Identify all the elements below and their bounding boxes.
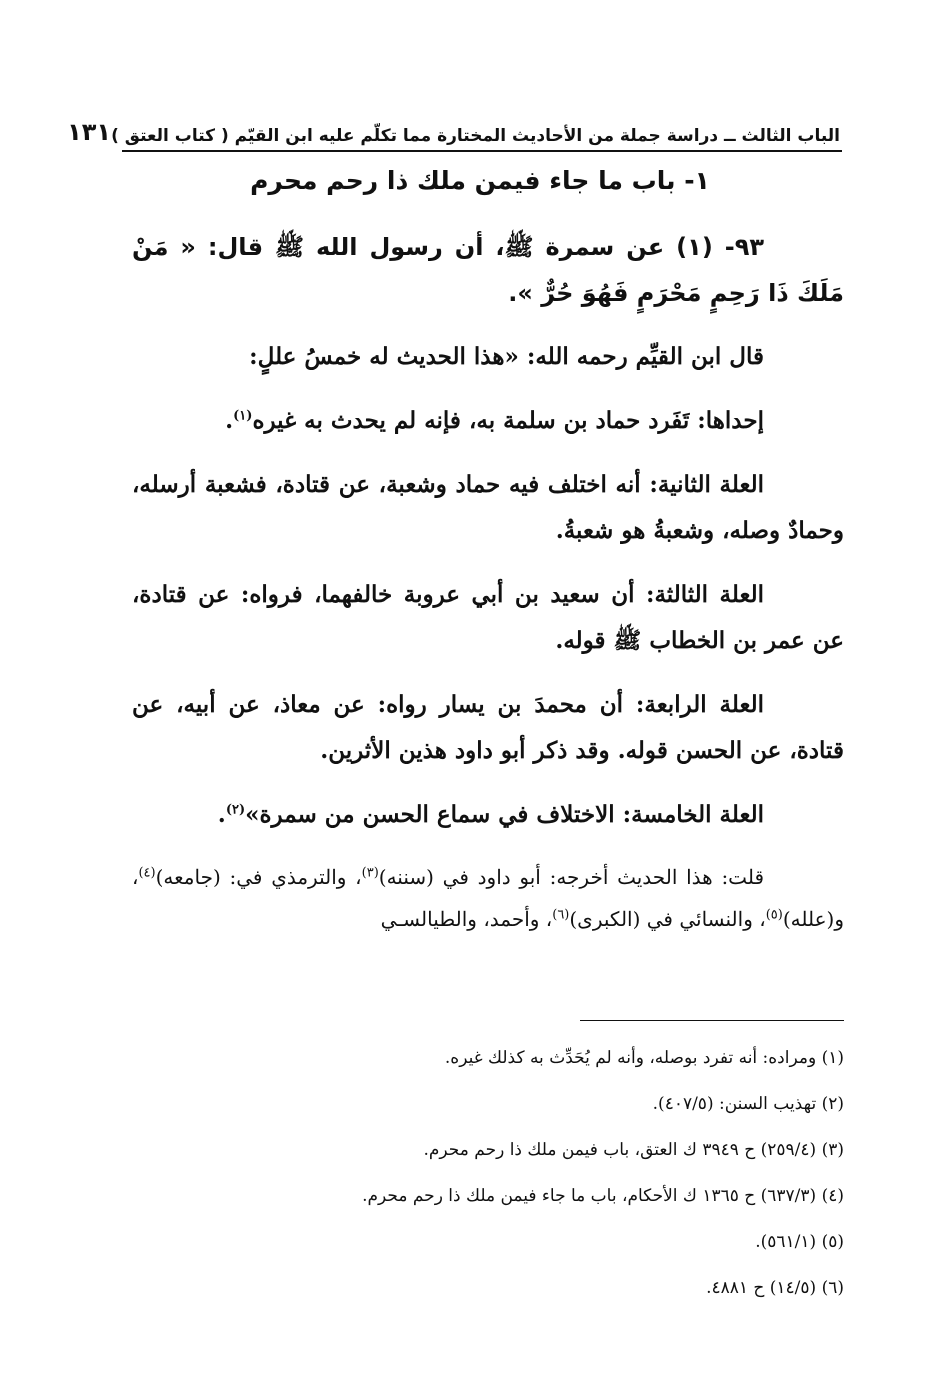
footnote-ref-5[interactable]: (٥)	[765, 907, 783, 923]
illa-first	[132, 398, 844, 444]
illa-third-text: العلة الثالثة: أن سعيد بن أبي عروبة خالفهما، فرواه: عن قتادة، عن عمر بن الخطاب ﷺ قوله.	[132, 581, 844, 654]
takhrij-seg-1: قلت: هذا الحديث أخرجه: أبو داود في (سننه)	[378, 865, 765, 889]
illa-fourth-text: العلة الرابعة: أن محمدَ بن يسار رواه: عن معاذ، عن أبيه، عن قتادة، عن الحسن قوله. وقد ذكر أبو داود هذين الأثرين.	[132, 691, 844, 764]
illa-fifth-text: العلة الخامسة: الاختلاف في سماع الحسن من سمرة»	[245, 801, 764, 828]
main-text	[132, 224, 844, 958]
footnote-5: (٥) (٥٦١/١).	[755, 1232, 844, 1252]
page-number: ١٣١	[67, 118, 112, 146]
footnote-ref-4[interactable]: (٤)	[138, 865, 156, 881]
footnote-separator	[580, 1020, 844, 1021]
footnote-ref-6[interactable]: (٦)	[552, 907, 570, 923]
illa-third	[132, 572, 844, 664]
illa-fourth	[132, 682, 844, 774]
running-head	[67, 112, 840, 146]
footnote-ref-2[interactable]: (٢)	[225, 802, 246, 818]
chapter-title: ١- باب ما جاء فيمن ملك ذا رحم محرم	[250, 166, 710, 195]
takhrij-seg-3: ، و(علله)	[132, 865, 844, 931]
footnote-ref-1[interactable]: (١)	[233, 408, 253, 424]
footnote-2: (٢) تهذيب السنن: (٤٠٧/٥).	[652, 1094, 844, 1114]
illa-first-text: إحداها: تَفَرد حماد بن سلمة به، فإنه لم يحدث به غيره	[252, 407, 764, 434]
illa-fifth-end: .	[217, 801, 226, 828]
illa-first-end: .	[225, 407, 234, 434]
takhrij-paragraph	[132, 856, 844, 940]
takhrij-seg-4: ، والنسائي في (الكبرى)	[569, 907, 766, 931]
header-rule	[122, 150, 842, 152]
footnote-6: (٦) (١٤/٥) ح ٤٨٨١.	[706, 1278, 844, 1298]
intro-text: قال ابن القيِّم رحمه الله: «هذا الحديث له خمسُ عللٍ:	[249, 343, 764, 370]
illa-fifth	[132, 792, 844, 838]
footnote-3: (٣) (٢٥٩/٤) ح ٣٩٤٩ ك العتق، باب فيمن ملك ذا رحم محرم.	[423, 1140, 844, 1160]
ibn-qayyim-intro	[132, 334, 844, 380]
illa-second	[132, 462, 844, 554]
hadith-paragraph	[132, 224, 844, 316]
takhrij-seg-5: ، وأحمد، والطيالسـي	[380, 907, 553, 931]
footnote-4: (٤) (٦٣٧/٣) ح ١٣٦٥ ك الأحكام، باب ما جاء فيمن ملك ذا رحم محرم.	[362, 1186, 844, 1206]
hadith-text: ٩٣- (١) عن سمرة ﷺ، أن رسول الله ﷺ قال: « مَنْ مَلَكَ ذَا رَحِمٍ مَحْرَمٍ فَهُوَ حُرٌّ ».	[132, 233, 844, 307]
footnotes	[132, 1038, 844, 1314]
footnote-1: (١) ومراده: أنه تفرد بوصله، وأنه لم يُحَدِّث به كذلك غيره.	[444, 1048, 844, 1068]
running-head-title: الباب الثالث ــ دراسة جملة من الأحاديث المختارة مما تكلّم عليه ابن القيّم ( كتاب العتق )	[111, 126, 840, 146]
footnote-ref-3[interactable]: (٣)	[361, 865, 379, 881]
takhrij-seg-2: ، والترمذي في: (جامعه)	[155, 865, 362, 889]
illa-second-text: العلة الثانية: أنه اختلف فيه حماد وشعبة، عن قتادة، فشعبة أرسله، وحمادٌ وصله، وشعبةُ هو شعبةُ.	[132, 471, 844, 544]
